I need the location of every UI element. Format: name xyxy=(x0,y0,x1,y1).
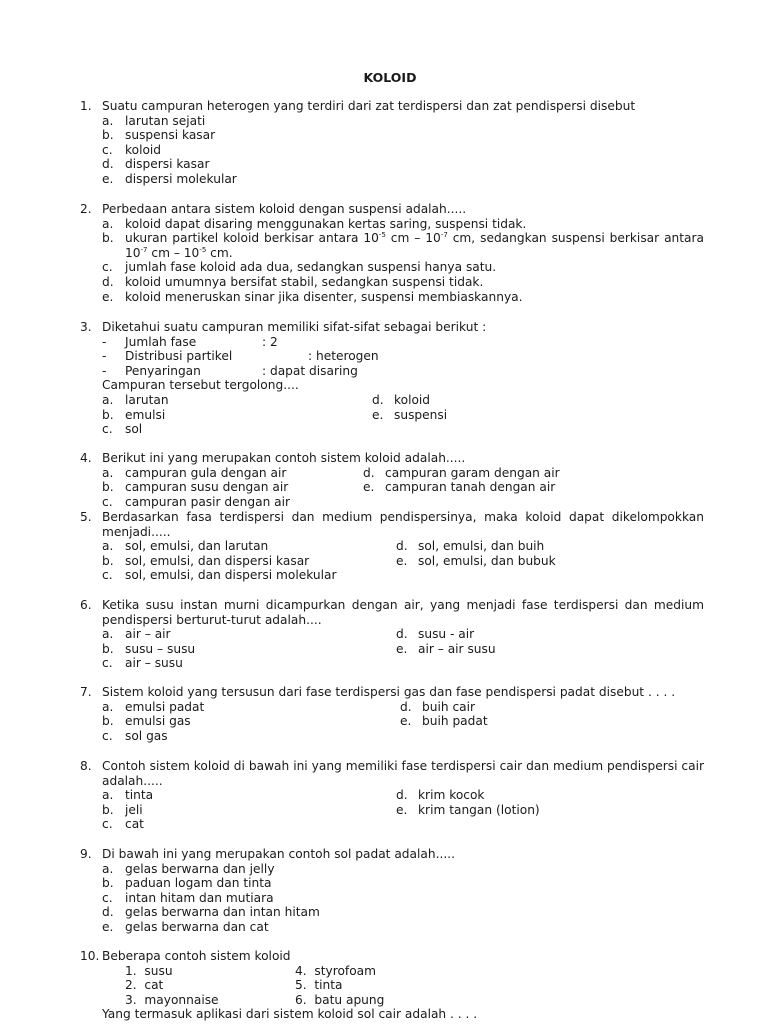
option-e: e. dispersi molekular xyxy=(102,171,237,186)
option-row: c. cat xyxy=(102,817,144,832)
list-item: 3. mayonnaise 6. batu apung xyxy=(125,992,385,1007)
property-row: - Distribusi partikel : heterogen xyxy=(102,349,379,364)
option-d: d. koloid umumnya bersifat stabil, sedangkan suspensi tidak. xyxy=(102,274,484,289)
page-title: KOLOID xyxy=(363,70,417,85)
option-row: b. emulsi gas e. buih padat xyxy=(102,714,488,729)
option-e: e. koloid meneruskan sinar jika disenter, suspensi membiaskannya. xyxy=(102,289,523,304)
property-row: - Jumlah fase : 2 xyxy=(102,334,278,349)
list-item: 2. cat 5. tinta xyxy=(125,978,343,993)
option-row: b. susu – susu e. air – air susu xyxy=(102,641,496,656)
question-prompt: Yang termasuk aplikasi dari sistem koloid sol cair adalah . . . . xyxy=(102,1007,478,1022)
question-number: 5. xyxy=(80,510,92,524)
option-row: c. sol xyxy=(102,422,143,437)
question-number: 10. xyxy=(80,949,100,963)
question-5 xyxy=(80,510,704,583)
option-c: c. jumlah fase koloid ada dua, sedangkan suspensi hanya satu. xyxy=(102,260,497,275)
question-text: 6. Ketika susu instan murni dicampurkan dengan air, yang menjadi fase terdispersi dan medium pendispersi berturut-turut adalah.... xyxy=(80,598,704,627)
question-4 xyxy=(80,451,704,509)
question-prompt: Campuran tersebut tergolong.... xyxy=(102,378,299,393)
option-row: c. sol, emulsi, dan dispersi molekular xyxy=(102,568,337,583)
option-b: b. paduan logam dan tinta xyxy=(102,876,272,891)
question-text: Sistem koloid yang tersusun dari fase terdispersi gas dan fase pendispersi padat disebut . . . . xyxy=(102,685,676,699)
question-text: Suatu campuran heterogen yang terdiri dari zat terdispersi dan zat pendispersi disebut xyxy=(102,99,636,113)
question-9 xyxy=(80,847,704,935)
question-text: Berikut ini yang merupakan contoh sistem koloid adalah..... xyxy=(102,451,466,465)
option-row: b. sol, emulsi, dan dispersi kasar e. sol, emulsi, dan bubuk xyxy=(102,553,556,568)
question-number: 2. xyxy=(80,202,92,216)
option-row: a. campuran gula dengan air d. campuran garam dengan air xyxy=(102,465,560,480)
question-1 xyxy=(80,99,704,187)
question-2 xyxy=(80,202,704,304)
option-d: d. dispersi kasar xyxy=(102,157,210,172)
option-row: a. emulsi padat d. buih cair xyxy=(102,699,476,714)
option-row: c. sol gas xyxy=(102,728,168,743)
option-c: c. koloid xyxy=(102,142,162,157)
option-d: d. gelas berwarna dan intan hitam xyxy=(102,905,320,920)
question-number: 1. xyxy=(80,99,92,113)
question-8 xyxy=(80,759,704,832)
option-row: a. tinta d. krim kocok xyxy=(102,788,485,803)
option-row: b. campuran susu dengan air e. campuran tanah dengan air xyxy=(102,480,556,495)
option-c: c. intan hitam dan mutiara xyxy=(102,890,274,905)
option-row: b. jeli e. krim tangan (lotion) xyxy=(102,802,540,817)
question-number: 4. xyxy=(80,451,92,465)
question-text: 5. Berdasarkan fasa terdispersi dan medium pendispersinya, maka koloid dapat dikelompokkan menjadi..... xyxy=(80,510,704,539)
option-row: c. campuran pasir dengan air xyxy=(102,494,291,509)
question-number: 6. xyxy=(80,598,92,612)
question-text: 8. Contoh sistem koloid di bawah ini yang memiliki fase terdispersi cair dan medium pendispersi cair adalah..... xyxy=(80,759,704,788)
option-row: c. air – susu xyxy=(102,656,183,671)
option-a: a. larutan sejati xyxy=(102,113,206,128)
question-6 xyxy=(80,598,704,671)
option-a: a. koloid dapat disaring menggunakan kertas saring, suspensi tidak. xyxy=(102,216,527,231)
question-text: Di bawah ini yang merupakan contoh sol padat adalah..... xyxy=(102,847,455,861)
question-7 xyxy=(80,685,704,743)
question-text: Beberapa contoh sistem koloid xyxy=(102,949,291,963)
question-text: Diketahui suatu campuran memiliki sifat-sifat sebagai berikut : xyxy=(102,320,487,334)
option-a: a. gelas berwarna dan jelly xyxy=(102,861,275,876)
option-b: b. suspensi kasar xyxy=(102,128,216,143)
option-row: a. larutan d. koloid xyxy=(102,392,431,407)
question-3 xyxy=(80,320,704,437)
option-row: a. sol, emulsi, dan larutan d. sol, emulsi, dan buih xyxy=(102,539,545,554)
list-item: 1. susu 4. styrofoam xyxy=(125,963,377,978)
option-row: a. air – air d. susu - air xyxy=(102,627,475,642)
property-row: - Penyaringan : dapat disaring xyxy=(102,363,358,378)
question-number: 3. xyxy=(80,320,92,334)
option-e: e. gelas berwarna dan cat xyxy=(102,919,269,934)
option-b: b. ukuran partikel koloid berkisar antara $10^{-5}$ cm – $10^{-7}$ cm, sedangkan suspensi berkisar antara $10^{-7}$ cm – $10^{-5}$ cm. xyxy=(102,231,704,260)
question-number: 7. xyxy=(80,685,92,699)
question-10 xyxy=(80,949,704,1022)
question-number: 8. xyxy=(80,759,92,773)
question-text: Perbedaan antara sistem koloid dengan suspensi adalah..... xyxy=(102,202,467,216)
question-number: 9. xyxy=(80,847,92,861)
option-row: b. emulsi e. suspensi xyxy=(102,407,448,422)
